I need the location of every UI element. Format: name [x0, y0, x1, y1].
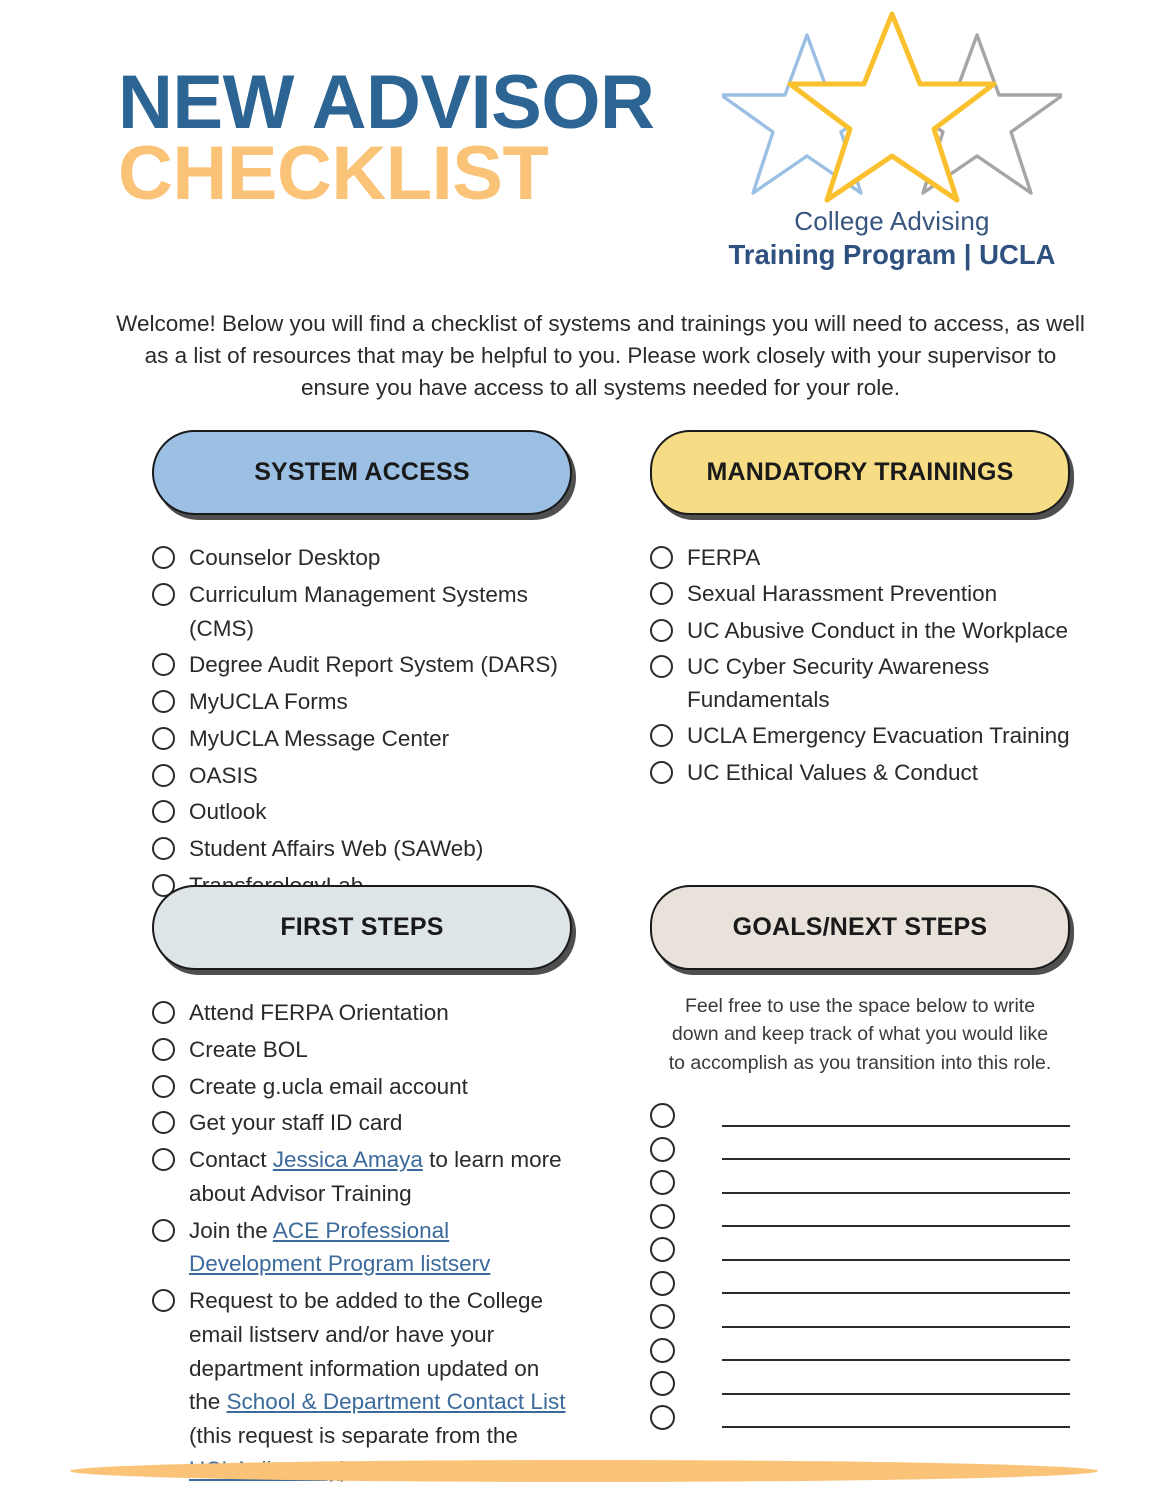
- checklist-item[interactable]: [650, 756, 1070, 789]
- goal-entry-row[interactable]: [650, 1333, 1070, 1367]
- checkbox-circle-icon[interactable]: [650, 1271, 675, 1296]
- checkbox-circle-icon[interactable]: [650, 1338, 675, 1363]
- checklist-item-label: Request to be added to the College email listserv and/or have your department information updated on the School & Department Contact List (this request is separate from the: [189, 1284, 572, 1487]
- checkbox-circle-icon[interactable]: [650, 1237, 675, 1262]
- checkbox-circle-icon[interactable]: [152, 546, 175, 569]
- goal-write-line[interactable]: [722, 1225, 1070, 1227]
- checklist-item[interactable]: [650, 541, 1070, 574]
- checkbox-circle-icon[interactable]: [152, 800, 175, 823]
- logo-text-line-2: Training Program | UCLA: [728, 238, 1056, 270]
- logo-wordmark: [722, 205, 1062, 271]
- checklist-item[interactable]: [152, 1070, 572, 1104]
- goal-write-line[interactable]: [722, 1158, 1070, 1160]
- section-heading-system-access: SYSTEM ACCESS: [152, 430, 572, 515]
- goal-entry-row[interactable]: [650, 1266, 1070, 1300]
- section-system-access: [152, 430, 572, 906]
- goal-entry-row[interactable]: [650, 1367, 1070, 1401]
- page-title-line-1: NEW ADVISOR: [118, 60, 655, 145]
- checkbox-circle-icon[interactable]: [152, 837, 175, 860]
- goal-entry-row[interactable]: [650, 1132, 1070, 1166]
- checklist-item-label: Attend FERPA Orientation: [189, 1000, 449, 1025]
- checklist-item-label: MyUCLA Message Center: [189, 725, 450, 751]
- page-title: [118, 60, 655, 216]
- checkbox-circle-icon[interactable]: [152, 764, 175, 787]
- bottom-accent-lens: [70, 1460, 1098, 1482]
- three-stars-icon: [722, 10, 1062, 205]
- checkbox-circle-icon[interactable]: [650, 1103, 675, 1128]
- checkbox-circle-icon[interactable]: [650, 1371, 675, 1396]
- checklist-item-label: OASIS: [189, 762, 258, 788]
- checkbox-circle-icon[interactable]: [650, 1204, 675, 1229]
- page-header: [0, 0, 1159, 290]
- checklist-item-label: Degree Audit Report System (DARS): [189, 652, 558, 678]
- checkbox-circle-icon[interactable]: [152, 690, 175, 713]
- checkbox-circle-icon[interactable]: [650, 1405, 675, 1430]
- program-logo: [722, 10, 1062, 280]
- checklist-item-label: Counselor Desktop: [189, 545, 381, 570]
- checklist-item[interactable]: [152, 1106, 572, 1140]
- goal-write-line[interactable]: [722, 1326, 1070, 1328]
- checklist-item[interactable]: [152, 578, 572, 646]
- checkbox-circle-icon[interactable]: [650, 1137, 675, 1162]
- checklist-item[interactable]: [152, 648, 572, 682]
- goal-entry-row[interactable]: [650, 1300, 1070, 1334]
- checklist-item[interactable]: [152, 722, 572, 756]
- checklist-item-link[interactable]: School & Department Contact List: [226, 1389, 566, 1415]
- goal-write-line[interactable]: [722, 1393, 1070, 1395]
- checkbox-circle-icon[interactable]: [650, 582, 673, 605]
- goal-write-line[interactable]: [722, 1292, 1070, 1294]
- goals-writing-lines: [650, 1099, 1070, 1434]
- goal-write-line[interactable]: [722, 1426, 1070, 1428]
- section-heading-goals-next-steps: GOALS/NEXT STEPS: [650, 885, 1070, 970]
- goal-entry-row[interactable]: [650, 1233, 1070, 1267]
- section-goals-next-steps: [650, 885, 1070, 1434]
- section-heading-mandatory-trainings: MANDATORY TRAININGS: [650, 430, 1070, 515]
- checkbox-circle-icon[interactable]: [152, 583, 175, 606]
- checklist-item[interactable]: [152, 1284, 572, 1487]
- checklist-item-label: Create g.ucla email account: [189, 1073, 468, 1099]
- checkbox-circle-icon[interactable]: [650, 1304, 675, 1329]
- goal-write-line[interactable]: [722, 1359, 1070, 1361]
- checklist-item[interactable]: [152, 759, 572, 793]
- checklist-item-label: FERPA: [687, 545, 761, 570]
- section-first-steps: [152, 885, 572, 1490]
- section-mandatory-trainings: [650, 430, 1070, 792]
- checklist-item[interactable]: [152, 1143, 572, 1211]
- goal-write-line[interactable]: [722, 1125, 1070, 1127]
- goal-entry-row[interactable]: [650, 1166, 1070, 1200]
- goal-entry-row[interactable]: [650, 1099, 1070, 1133]
- checkbox-circle-icon[interactable]: [650, 619, 673, 642]
- goal-entry-row[interactable]: [650, 1400, 1070, 1434]
- checklist-item-label: Sexual Harassment Prevention: [687, 581, 998, 607]
- checklist-item[interactable]: [152, 832, 572, 866]
- checklist-item[interactable]: [152, 685, 572, 719]
- checklist-item[interactable]: [650, 719, 1070, 752]
- checkbox-circle-icon[interactable]: [152, 727, 175, 750]
- checklist-mandatory-trainings: [650, 541, 1070, 789]
- checkbox-circle-icon[interactable]: [152, 1111, 175, 1134]
- checklist-system-access: [152, 541, 572, 903]
- checklist-item-label: UC Abusive Conduct in the Workplace: [687, 617, 1069, 643]
- checklist-item-label: Create BOL: [189, 1036, 308, 1062]
- checklist-item-label: UCLA Emergency Evacuation Training: [687, 723, 1070, 749]
- checklist-item[interactable]: [152, 1033, 572, 1067]
- checklist-item-label: Curriculum Management Systems (CMS): [189, 581, 528, 641]
- checklist-item[interactable]: [650, 650, 1070, 717]
- goal-write-line[interactable]: [722, 1259, 1070, 1261]
- checklist-first-steps: [152, 996, 572, 1487]
- checkbox-circle-icon[interactable]: [152, 1289, 175, 1312]
- checklist-item[interactable]: [152, 996, 572, 1030]
- goals-note: Feel free to use the space below to write down and keep track of what you would like to accomplish as you transition into this role.: [668, 995, 1052, 1074]
- checkbox-circle-icon[interactable]: [650, 655, 673, 678]
- page-title-line-2: CHECKLIST: [118, 130, 549, 216]
- checkbox-circle-icon[interactable]: [650, 724, 673, 747]
- checklist-item-label: MyUCLA Forms: [189, 689, 348, 714]
- logo-text-line-1: College Advising: [794, 206, 990, 236]
- checkbox-circle-icon[interactable]: [650, 761, 673, 784]
- checklist-item[interactable]: [650, 577, 1070, 610]
- checkbox-circle-icon[interactable]: [650, 546, 673, 569]
- checklist-item[interactable]: [152, 1214, 572, 1282]
- checklist-item-label: Outlook: [189, 799, 267, 825]
- checklist-item-label: Student Affairs Web (SAWeb): [189, 836, 484, 861]
- checklist-item-label: UC Ethical Values & Conduct: [687, 759, 978, 785]
- checklist-item[interactable]: [152, 795, 572, 829]
- checklist-item-label: Join the ACE Professional Development Program listserv: [189, 1217, 491, 1277]
- checklist-item-link[interactable]: ACE Professional Development Program listserv: [189, 1217, 491, 1277]
- checklist-item[interactable]: [152, 541, 572, 575]
- goal-write-line[interactable]: [722, 1192, 1070, 1194]
- checklist-item-label: Get your staff ID card: [189, 1110, 403, 1136]
- checklist-item-label: Contact Jessica Amaya to learn more about Advisor Training: [189, 1147, 562, 1206]
- checkbox-circle-icon[interactable]: [152, 1001, 175, 1024]
- intro-paragraph: Welcome! Below you will find a checklist of systems and trainings you will need to access, as well as a list of resources that may be helpful to you. Please work closely with your supervisor to ensure you have access to all systems needed for your role.: [116, 311, 1085, 400]
- checklist-item[interactable]: [650, 614, 1070, 647]
- checklist-item-link[interactable]: Jessica Amaya: [272, 1147, 423, 1172]
- checklist-item-label: UC Cyber Security Awareness Fundamentals: [687, 653, 990, 713]
- goal-entry-row[interactable]: [650, 1199, 1070, 1233]
- checkbox-circle-icon[interactable]: [152, 1075, 175, 1098]
- section-heading-first-steps: FIRST STEPS: [152, 885, 572, 970]
- checkbox-circle-icon[interactable]: [152, 653, 175, 676]
- checkbox-circle-icon[interactable]: [152, 1148, 175, 1171]
- checkbox-circle-icon[interactable]: [152, 1038, 175, 1061]
- checkbox-circle-icon[interactable]: [152, 1219, 175, 1242]
- checkbox-circle-icon[interactable]: [650, 1170, 675, 1195]
